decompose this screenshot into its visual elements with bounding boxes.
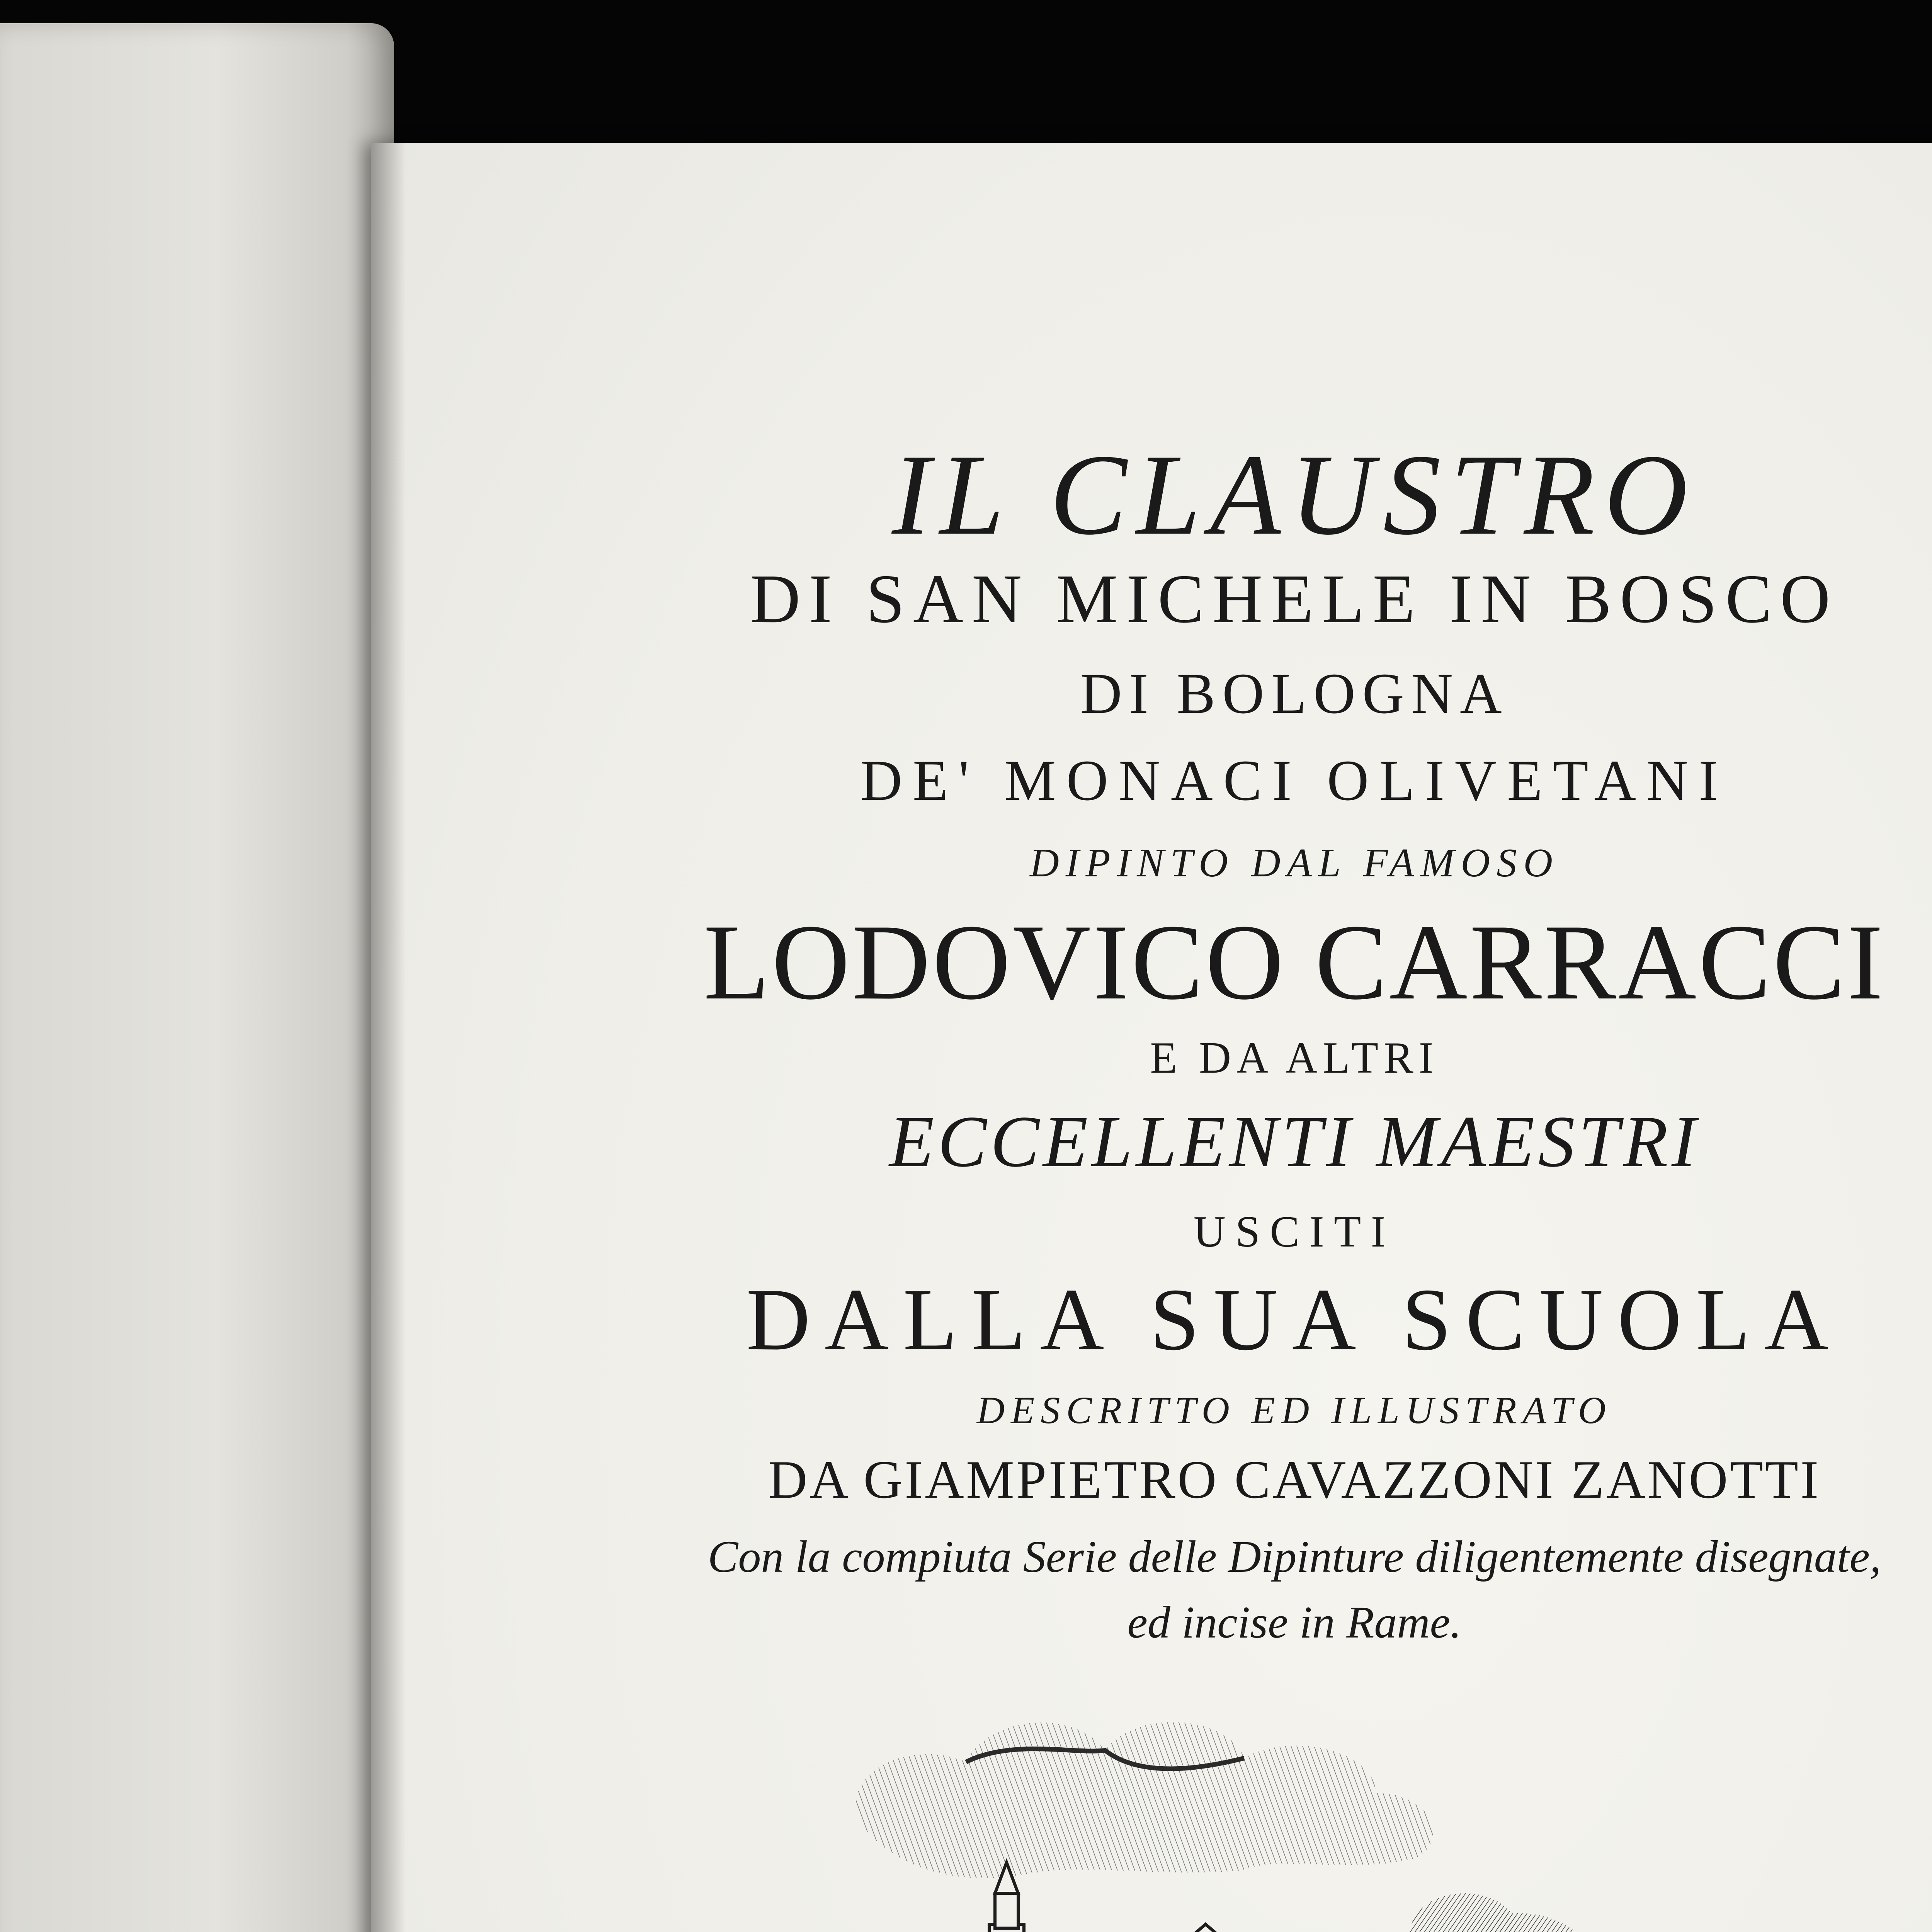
title-line-5: DIPINTO DAL FAMOSO	[1030, 840, 1559, 885]
title-line-4: DE' MONACI OLIVETANI	[860, 748, 1729, 813]
title-line-11: DESCRITTO ED ILLUSTRATO	[976, 1389, 1612, 1432]
title-line-12: DA GIAMPIETRO CAVAZZONI ZANOTTI	[768, 1450, 1821, 1510]
cloud-shape	[855, 1722, 1433, 1878]
title-line-2: DI SAN MICHELE IN BOSCO	[750, 560, 1839, 637]
tree-right	[1410, 1893, 1619, 1932]
left-page	[0, 23, 394, 1932]
title-line-10: DALLA SUA SCUOLA	[746, 1270, 1843, 1369]
title-line-3: DI BOLOGNA	[1080, 662, 1509, 726]
title-line-1: IL CLAUSTRO	[892, 430, 1697, 559]
title-line-9: USCITI	[1193, 1207, 1396, 1256]
title-line-6: LODOVICO CARRACCI	[703, 902, 1886, 1022]
title-line-8: ECCELLENTI MAESTRI	[889, 1101, 1700, 1182]
title-line-7: E DA ALTRI	[1150, 1033, 1439, 1082]
title-line-13: Con la compiuta Serie delle Dipinture diligentemente disegnate,	[707, 1531, 1881, 1582]
monastery-vignette-engraving	[696, 1692, 1638, 1932]
title-line-14: ed incise in Rame.	[1127, 1597, 1462, 1648]
